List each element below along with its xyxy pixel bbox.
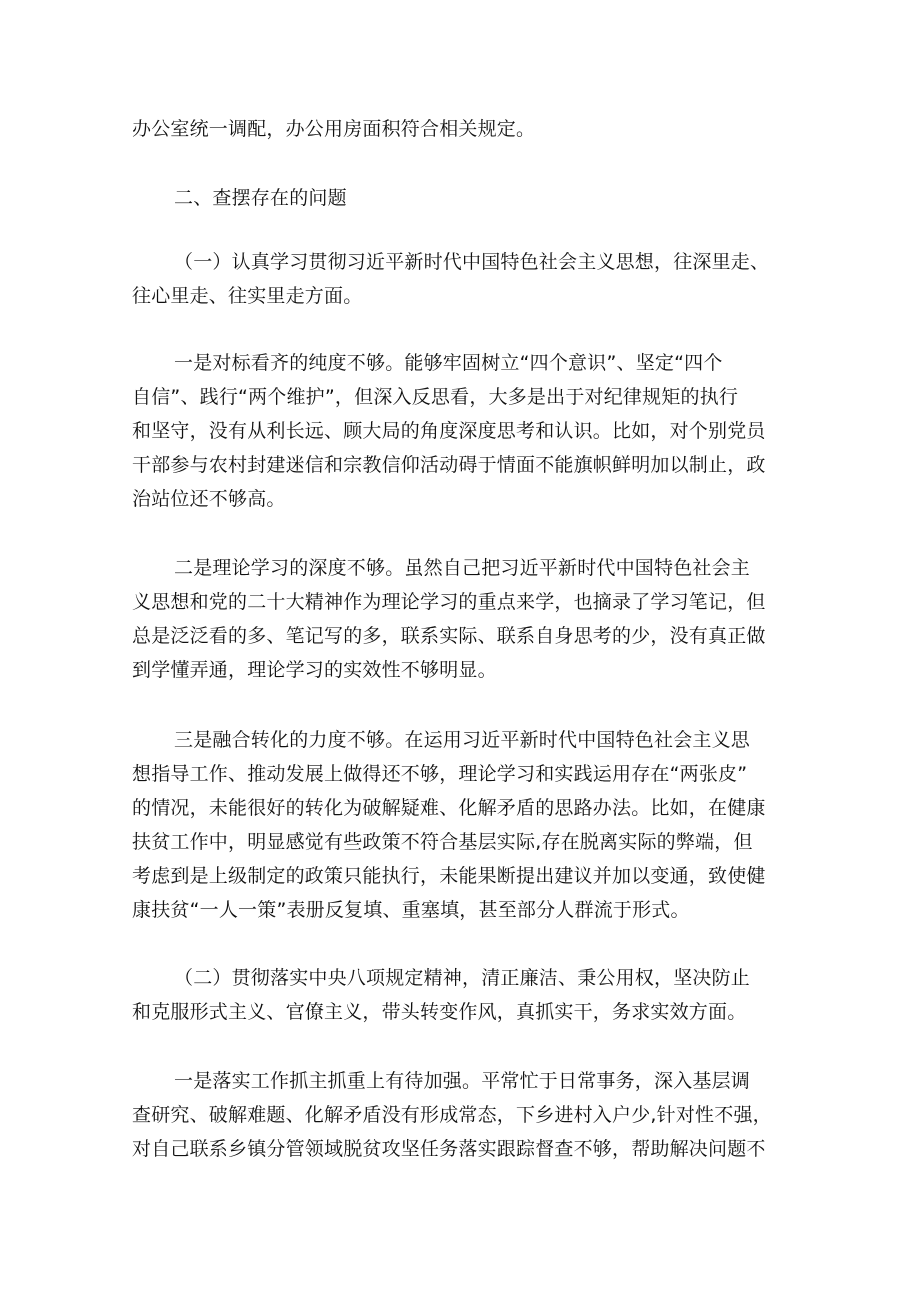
text-line: 办公室统一调配，办公用房面积符合相关规定。 (132, 118, 536, 140)
text-line: 二、查摆存在的问题 (174, 187, 347, 209)
text-line: 想指导工作、推动发展上做得还不够，理论学习和实践运用存在“两张皮” (132, 763, 748, 785)
text-line: （一）认真学习贯彻习近平新时代中国特色社会主义思想，往深里走、 (174, 251, 770, 273)
text-line: 和克服形式主义、官僚主义，带头转变作风，真抓实干，务求实效方面。 (132, 1001, 747, 1023)
paragraph-continuation (132, 112, 792, 146)
text-line: 康扶贫“一人一策”表册反复填、重塞填，甚至部分人群流于形式。 (132, 899, 690, 921)
text-line: 扶贫工作中，明显感觉有些政策不符合基层实际,存在脱离实际的弊端，但 (132, 831, 753, 853)
text-line: 三是融合转化的力度不够。在运用习近平新时代中国特色社会主义思 (174, 729, 751, 751)
text-line: 治站位还不够高。 (132, 488, 286, 510)
text-line: 往心里走、往实里走方面。 (132, 285, 363, 307)
text-line: 义思想和党的二十大精神作为理论学习的重点来学，也摘录了学习笔记，但 (132, 591, 766, 613)
paragraph-alignment (132, 346, 792, 516)
text-line: 自信”、践行“两个维护”，但深入反思看，大多是出于对纪律规矩的执行 (132, 386, 739, 408)
text-line: 的情况，未能很好的转化为破解疑难、化解矛盾的思路办法。比如，在健康 (132, 797, 766, 819)
text-line: 考虑到是上级制定的政策只能执行，未能果断提出建议并加以变通，致使健 (132, 865, 766, 887)
paragraph-theory-study (132, 551, 792, 687)
text-line: （二）贯彻落实中央八项规定精神，清正廉洁、秉公用权，坚决防止 (174, 967, 751, 989)
text-line: 对自己联系乡镇分管领域脱贫攻坚任务落实跟踪督查不够，帮助解决问题不 (132, 1138, 766, 1160)
text-line: 到学懂弄通，理论学习的实效性不够明显。 (132, 659, 497, 681)
text-line: 一是对标看齐的纯度不够。能够牢固树立“四个意识”、坚定“四个 (174, 352, 723, 374)
text-line: 和坚守，没有从利长远、顾大局的角度深度思考和认识。比如，对个别党员 (132, 420, 766, 442)
text-line: 查研究、破解难题、化解矛盾没有形成常态，下乡进村入户少,针对性不强， (132, 1104, 772, 1126)
text-line: 干部参与农村封建迷信和宗教信仰活动碍于情面不能旗帜鲜明加以制止，政 (132, 454, 766, 476)
paragraph-work-focus (132, 1064, 792, 1166)
subsection-heading-2 (132, 961, 792, 1029)
paragraph-integration (132, 723, 792, 927)
text-line: 二是理论学习的深度不够。虽然自己把习近平新时代中国特色社会主 (174, 557, 751, 579)
text-line: 总是泛泛看的多、笔记写的多，联系实际、联系自身思考的少，没有真正做 (132, 625, 766, 647)
subsection-heading-1 (132, 245, 792, 313)
text-line: 一是落实工作抓主抓重上有待加强。平常忙于日常事务，深入基层调 (174, 1070, 751, 1092)
section-heading (132, 181, 792, 215)
